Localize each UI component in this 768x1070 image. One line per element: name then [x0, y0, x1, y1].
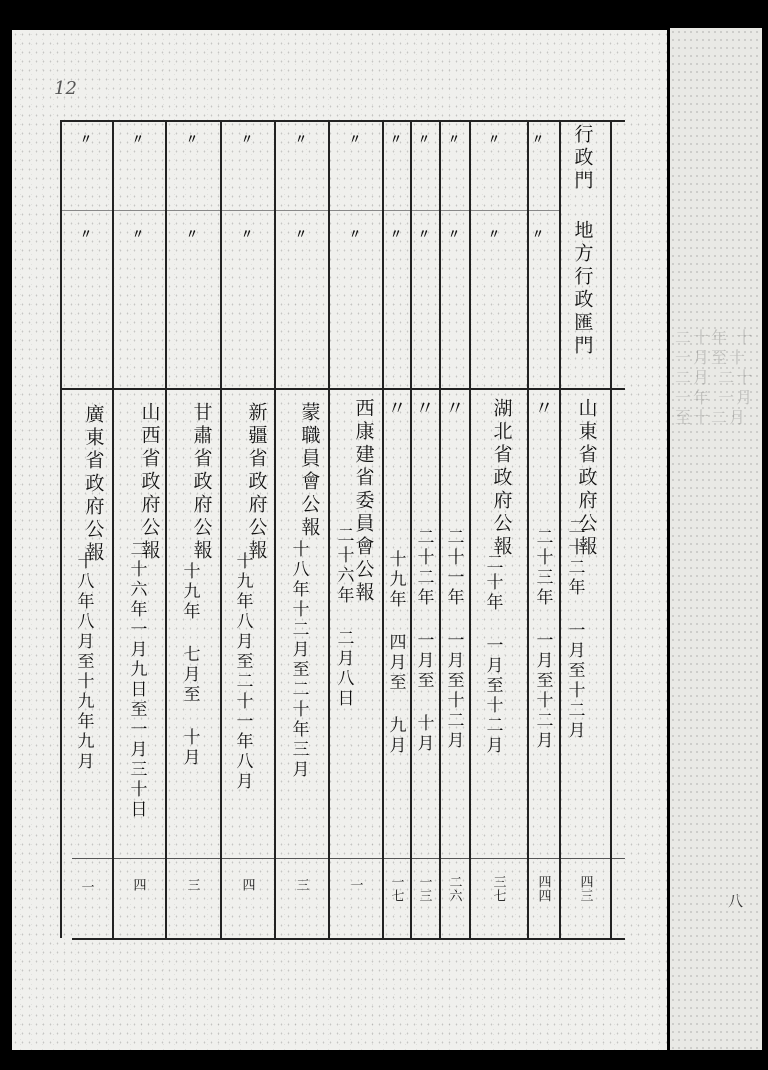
ditto-mark: 〃: [294, 132, 308, 146]
row-count: 四: [130, 878, 146, 892]
ditto-mark: 〃: [185, 132, 199, 146]
row-count: 一: [347, 878, 363, 892]
column-rule: [469, 120, 471, 938]
ditto-mark: 〃: [447, 132, 461, 146]
row-title: 山東省政府公報: [575, 398, 598, 559]
row-count: 二六: [446, 875, 462, 903]
ditto-mark: 〃: [294, 227, 308, 241]
row-title: 甘肅省政府公報: [190, 402, 213, 563]
row-title: 山西省政府公報: [138, 402, 161, 563]
row-period: 十九年 七月至 十月: [179, 562, 200, 768]
subcategory-header: 地方行政匯門: [571, 220, 594, 358]
row-count: 四: [239, 878, 255, 892]
column-rule: [165, 120, 167, 938]
ditto-mark: 〃: [131, 132, 145, 146]
ditto-mark: 〃: [417, 132, 431, 146]
row-title: 〃: [412, 398, 435, 421]
ditto-mark: 〃: [531, 227, 545, 241]
page-number: 12: [54, 78, 77, 99]
row-count: 四四: [535, 875, 551, 903]
row-period: 二十六年 二月八日: [333, 526, 354, 709]
adjacent-page-count: 八: [728, 892, 744, 910]
ditto-mark: 〃: [487, 132, 501, 146]
column-rule: [439, 120, 441, 938]
row-count: 一七: [388, 875, 404, 903]
row-count: 三七: [490, 875, 506, 903]
ditto-mark: 〃: [487, 227, 501, 241]
adjacent-page-bleed-text: 二十年 十一月至十二月 二十一年 一月至十二月: [675, 328, 755, 427]
ditto-mark: 〃: [240, 227, 254, 241]
ditto-mark: 〃: [240, 132, 254, 146]
ditto-mark: 〃: [417, 227, 431, 241]
row-period: 二十三年 一月至十二月: [532, 528, 553, 751]
column-rule: [112, 120, 114, 938]
row-period: 十九年 四月至 九月: [385, 550, 406, 756]
count-divider-rule: [72, 858, 625, 859]
row-period: 十八年十二月至二十年三月: [288, 540, 309, 780]
row-title: 〃: [531, 398, 554, 421]
row-period: 二十二年 一月至十二月: [564, 518, 585, 741]
ditto-mark: 〃: [389, 132, 403, 146]
row-count: 一三: [416, 875, 432, 903]
row-title: 新疆省政府公報: [245, 402, 268, 563]
row-count: 三: [184, 878, 200, 892]
row-title: 湖北省政府公報: [490, 398, 513, 559]
row-title: 蒙職員會公報: [298, 402, 321, 540]
row-period: 二十六年一月九日至一月三十日: [126, 540, 147, 820]
column-rule: [559, 120, 561, 938]
column-rule: [220, 120, 222, 938]
document-page: [12, 30, 667, 1050]
row-title: 〃: [384, 398, 407, 421]
ditto-mark: 〃: [79, 227, 93, 241]
row-count: 四三: [577, 875, 593, 903]
row-title: 〃: [442, 398, 465, 421]
column-rule: [274, 120, 276, 938]
ditto-mark: 〃: [447, 227, 461, 241]
category-header: 行政門: [571, 124, 594, 193]
ditto-mark: 〃: [131, 227, 145, 241]
column-rule: [382, 120, 384, 938]
row-period: 二十一年 一月至十二月: [443, 528, 464, 751]
adjacent-page: [670, 28, 762, 1050]
row-count: 一: [78, 880, 94, 894]
header-divider-rule: [60, 210, 560, 211]
row-period: 十九年八月至二十一年八月: [232, 552, 253, 792]
row-period: 十八年八月至十九年九月: [73, 552, 94, 772]
column-rule: [60, 120, 62, 938]
header-bottom-rule: [60, 388, 625, 390]
row-count: 三: [293, 878, 309, 892]
row-title: 西康建省委員會公報: [352, 398, 375, 605]
row-title: 廣東省政府公報: [82, 404, 105, 565]
row-period: 二十二年 一月至 十月: [413, 528, 434, 754]
column-rule: [328, 120, 330, 938]
row-period: 二十年 一月至十二月: [482, 553, 503, 756]
table-bottom-rule: [72, 938, 625, 940]
ditto-mark: 〃: [531, 132, 545, 146]
ditto-mark: 〃: [79, 132, 93, 146]
table-top-rule: [60, 120, 625, 122]
ditto-mark: 〃: [348, 132, 362, 146]
ditto-mark: 〃: [348, 227, 362, 241]
ditto-mark: 〃: [185, 227, 199, 241]
column-rule: [527, 120, 529, 938]
column-rule: [610, 120, 612, 938]
ditto-mark: 〃: [389, 227, 403, 241]
